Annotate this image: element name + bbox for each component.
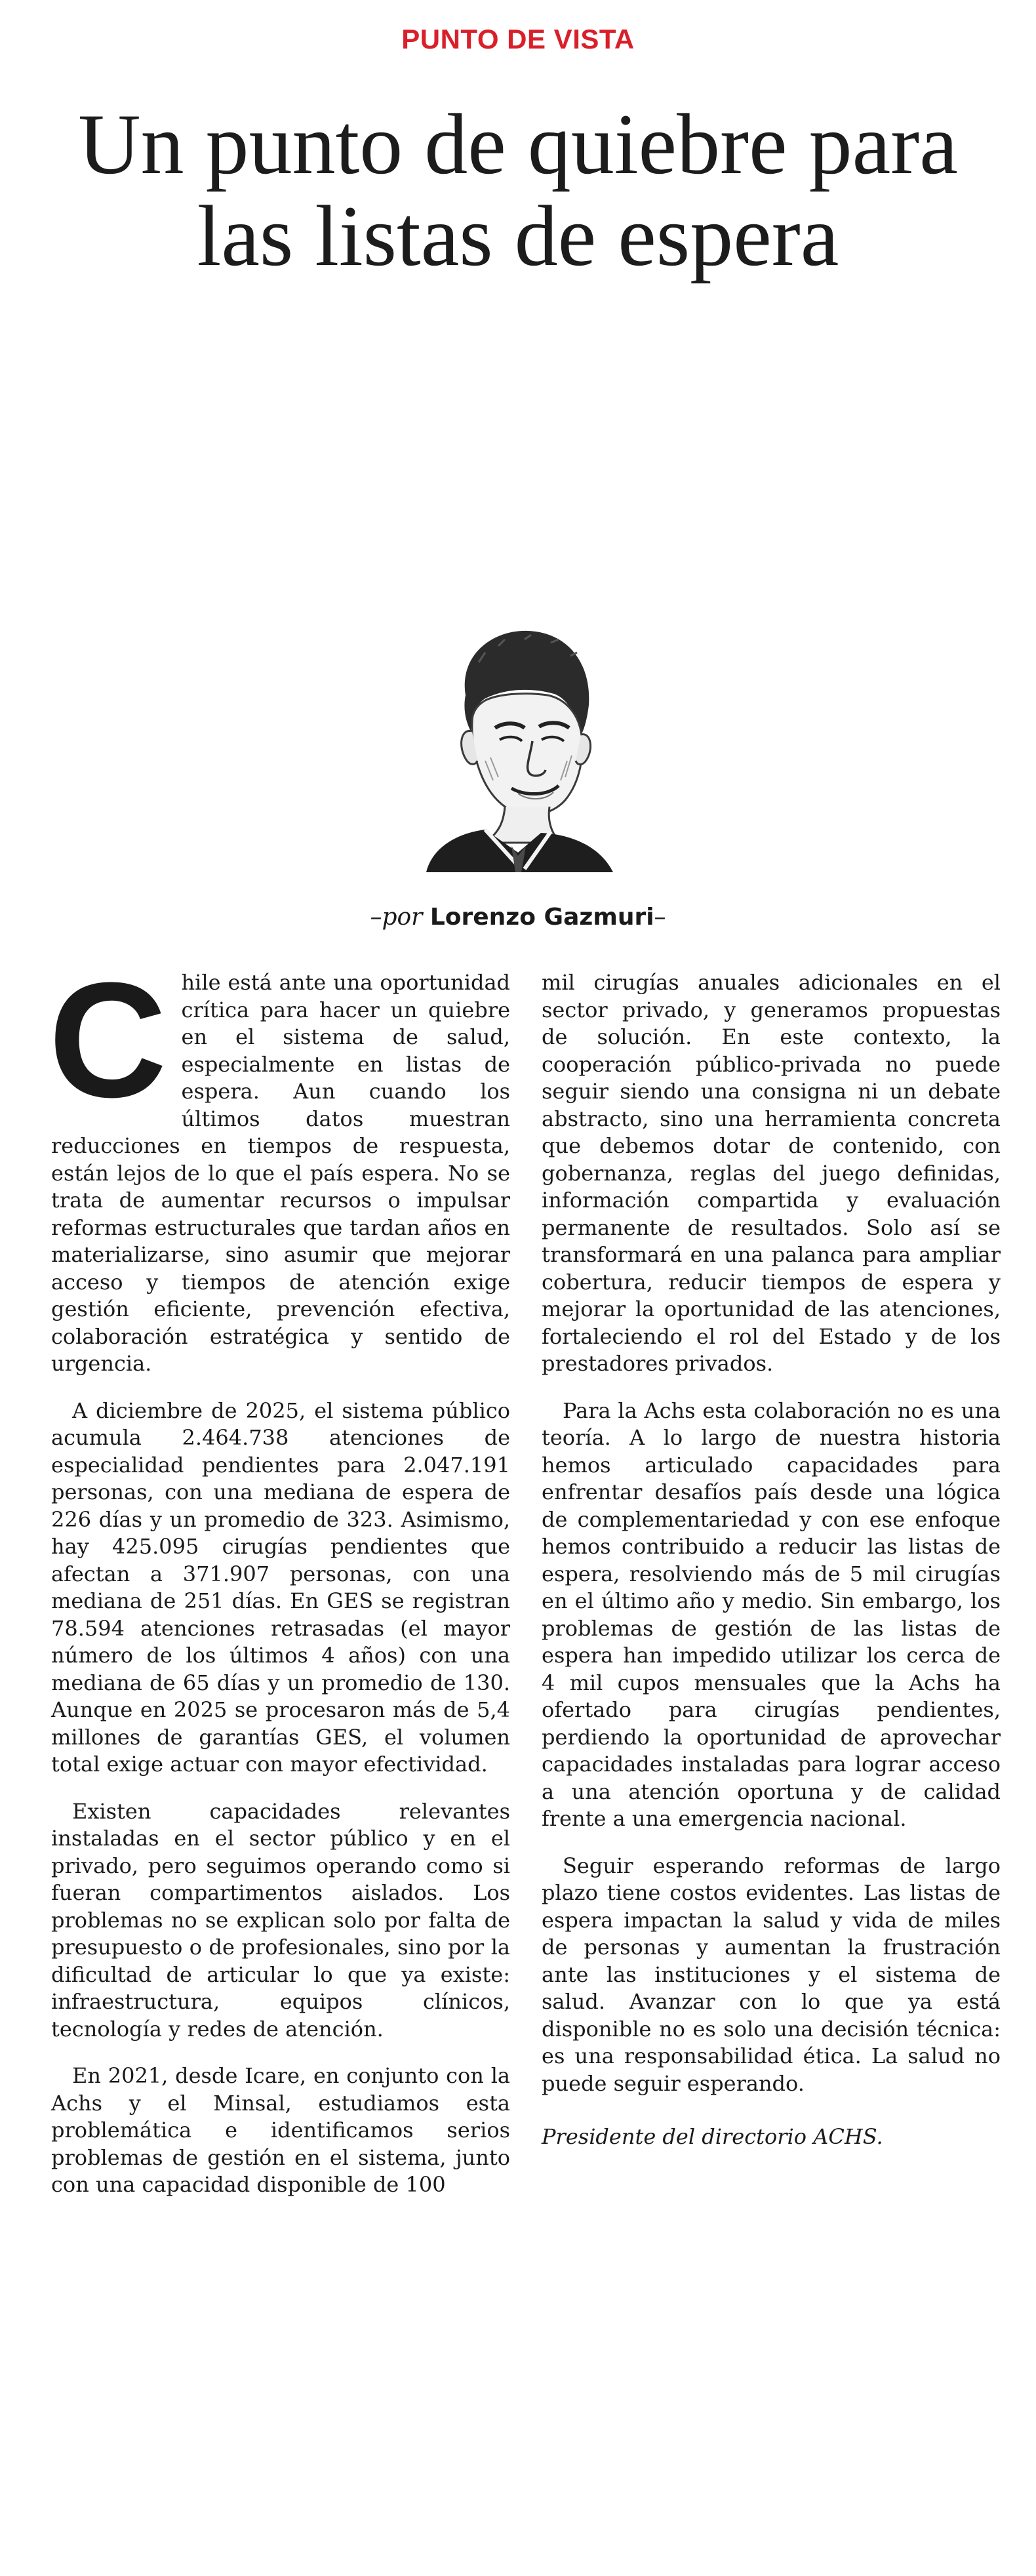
body-paragraph: Chile está ante una oportunidad crítica para hacer un quiebre en el sistema de salud, especialmente en listas de espera. Aun cuando los últimos datos muestran reducciones en tiempos de respuesta, están lejos de lo que el país espera. No se trata de aumentar recursos o impulsar reformas estructurales que tardan años en materializarse, sino asumir que mejorar acceso y tiempos de atención exige gestión eficiente, prevención efectiva, colaboración estratégica y sentido de urgencia. — [49, 948, 510, 1376]
body-paragraph: En 2021, desde Icare, en conjunto con la Achs y el Minsal, estudiamos esta problemática e identificamos serios problemas de gestión en el sistema, junto con una capacidad disponible de 100 — [51, 2063, 510, 2197]
body-paragraph: Para la Achs esta colaboración no es una teoría. A lo largo de nuestra historia hemos articulado capacidades para enfrentar desafíos país desde una lógica de complementariedad y con ese enfoque hemos contribuido a reducir las listas de espera, resolviendo más de 5 mil cirugías en el último año y medio. Sin embargo, los problemas de gestión de las listas de espera han impedido utilizar los cerca de 4 mil cupos mensuales que la Achs ha ofertado para cirugías pendientes, perdiendo la oportunidad de aprovechar capacidades instaladas para lograr acceso a una atención oportuna y de calidad frente a una emergencia nacional. — [542, 1398, 1001, 1831]
author-signature: Presidente del directorio ACHS. — [542, 2124, 883, 2149]
body-paragraph: mil cirugías anuales adicionales en el sector privado, y generamos propuestas de solución. En este contexto, la cooperación público-privada no puede seguir siendo una consigna ni un debate abstracto, sino una herramienta concreta que debemos dotar de contenido, con gobernanza, reglas del juego definidas, información compartida y evaluación permanente de resultados. Solo así se transformará en una palanca para ampliar cobertura, reducir tiempos de espera y mejorar la oportunidad de las atenciones, fortaleciendo el rol del Estado y de los prestadores privados. — [542, 970, 1001, 1376]
body-paragraph: A diciembre de 2025, el sistema público acumula 2.464.738 atenciones de especialidad pendientes para 2.047.191 personas, con una mediana de espera de 226 días y un promedio de 323. Asimismo, hay 425.095 cirugías pendientes que afectan a 371.907 personas, con una mediana de 251 días. En GES se registran 78.594 atenciones retrasadas (el mayor número de los últimos 4 años) con una mediana de 65 días y un promedio de 130. Aunque en 2025 se procesaron más de 5,4 millones de garantías GES, el volumen total exige actuar con mayor efectividad. — [51, 1398, 510, 1777]
article-column-left — [49, 948, 510, 2219]
article-headline: Un punto de quiebre para las listas de espera — [78, 96, 958, 284]
drop-cap: C — [49, 948, 167, 1131]
byline-suffix: – — [654, 904, 666, 931]
body-paragraph: Existen capacidades relevantes instaladas en el sector público y en el privado, pero seguimos operando como si fueran compartimentos aislados. Los problemas no se explican solo por falta de presupuesto o de profesionales, sino por la dificultad de articular lo que ya existe: infraestructura, equipos clínicos, tecnología y redes de atención. — [51, 1798, 510, 2042]
byline-prefix: –por — [370, 904, 423, 931]
byline — [0, 904, 1036, 931]
author-portrait-icon — [420, 616, 616, 872]
body-paragraph: Seguir esperando reformas de largo plazo tiene costos evidentes. Las listas de espera impactan la salud y vida de miles de personas y aumentan la frustración ante las instituciones y el sistema de salud. Avanzar con lo que ya está disponible no es solo una decisión técnica: es una responsabilidad ética. La salud no puede seguir esperando. — [542, 1853, 1001, 2096]
section-label: PUNTO DE VISTA — [401, 24, 635, 54]
article-column-right — [542, 969, 1001, 2171]
author-name: Lorenzo Gazmuri — [429, 904, 654, 931]
